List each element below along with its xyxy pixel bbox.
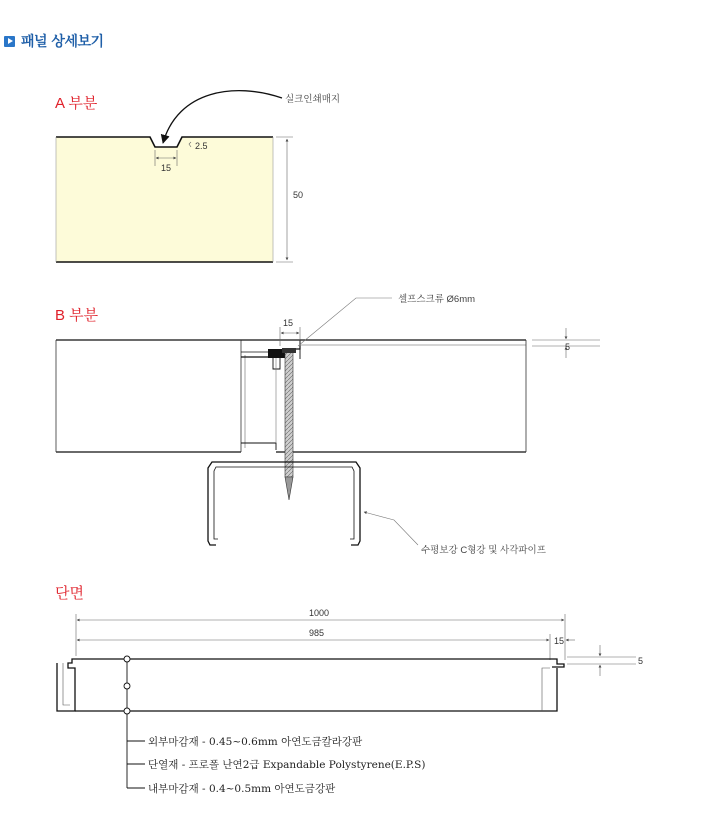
callout-silk-print: 실크인쇄매지 bbox=[285, 94, 341, 105]
c-channel-support bbox=[208, 462, 360, 545]
panel-cross-section bbox=[57, 659, 564, 711]
dim-skin-c bbox=[567, 645, 643, 676]
callout-self-screw: 셀프스크류 Ø6mm bbox=[398, 294, 476, 305]
dim-effective-width-label: 985 bbox=[309, 628, 325, 638]
dim-thickness bbox=[276, 137, 303, 262]
callout-horizontal-support: 수평보강 C형강 및 사각파이프 bbox=[421, 545, 546, 556]
material-legend bbox=[148, 735, 425, 795]
dim-thickness-label: 50 bbox=[293, 190, 304, 200]
section-b bbox=[55, 293, 600, 556]
self-screw bbox=[282, 348, 296, 500]
dim-joint-label: 15 bbox=[283, 318, 294, 328]
leader-support bbox=[364, 512, 418, 545]
legend-outer-skin: 외부마감재 - 0.45~0.6mm 아연도금칼라강판 bbox=[148, 736, 363, 748]
dim-groove-width-label: 15 bbox=[161, 163, 172, 173]
panel-a-body bbox=[56, 137, 273, 262]
section-a-title: A 부분 bbox=[55, 95, 98, 112]
dim-groove-depth-label: 2.5 bbox=[195, 141, 208, 151]
dim-skin-b-label: 5 bbox=[565, 342, 571, 352]
callout-arrow-a bbox=[163, 91, 282, 143]
dim-effective-width bbox=[77, 628, 575, 660]
dim-joint bbox=[280, 318, 300, 346]
dim-skin-c-label: 5 bbox=[638, 656, 644, 666]
legend-inner-skin: 내부마감재 - 0.4~0.5mm 아연도금강판 bbox=[148, 783, 336, 795]
section-b-title: B 부분 bbox=[55, 307, 99, 324]
page-title: 패널 상세보기 bbox=[21, 34, 104, 50]
dim-skin-b bbox=[532, 328, 600, 358]
section-c bbox=[55, 584, 643, 795]
legend-insulation: 단열재 - 프로폴 난연2급 Expandable Polystyrene(E.P.S) bbox=[148, 759, 426, 771]
leader-screw bbox=[298, 298, 392, 346]
legend-leader bbox=[124, 656, 145, 788]
section-a bbox=[55, 91, 340, 262]
panel-b-left bbox=[56, 340, 245, 452]
section-c-title: 단면 bbox=[55, 585, 84, 602]
dim-total-width-label: 1000 bbox=[309, 608, 330, 618]
dim-overlap-label: 15 bbox=[554, 636, 565, 646]
panel-b-right bbox=[276, 340, 526, 452]
